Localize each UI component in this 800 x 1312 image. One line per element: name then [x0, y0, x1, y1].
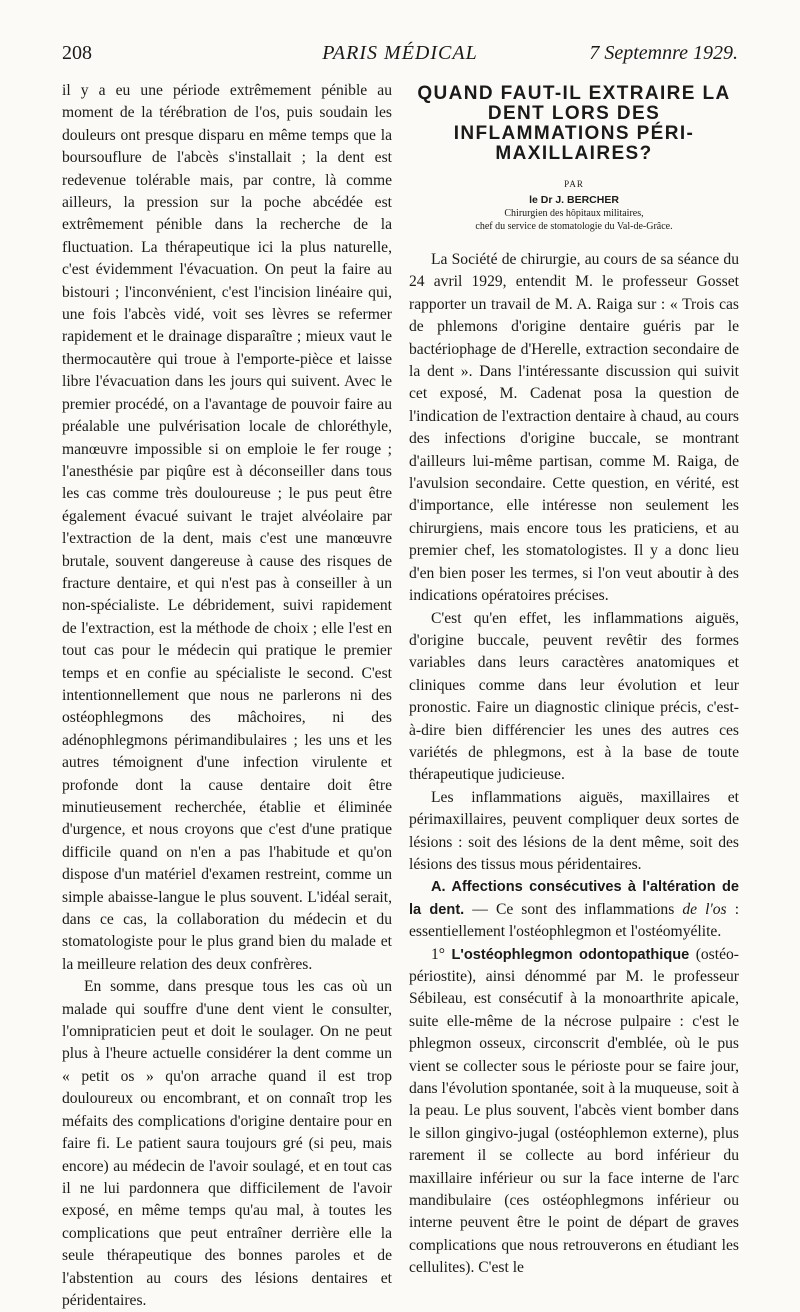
subsection-heading-osteophlegmon: L'ostéophlegmon odontopathique: [451, 946, 690, 963]
author-affiliation-1: Chirurgien des hôpitaux militaires,: [504, 208, 644, 219]
article-paragraph-3: Les inflammations aiguës, maxillaires et périmaxillaires, peuvent compliquer deux sortes de lésions : soit des lésions de la dent même, soit des lésions des tissus mous péridentaires.: [409, 788, 739, 873]
byline-par: PAR: [564, 179, 584, 189]
journal-title: PARIS MÉDICAL: [322, 42, 478, 64]
left-paragraph-2: En somme, dans presque tous les cas où un malade qui souffre d'une dent vient le consulter, l'omnipraticien peut et doit le soulager. On ne peut plus à l'heure actuelle considérer la dent comme un « petit os » qu'on arrache quand il est trop douloureux ou encombrant, et on connaît trop les méfaits des complications d'origine dentaire pour en faire fi. Le patient saura toujours gré (si peu, mais encore) au médecin de l'avoir soulagé, et en tout cas il ne lui pardonnera que difficilement de l'avoir exposé, en même temps qu'au mal, à toutes les complications que peut entraîner derrière elle la seule thérapeutique des bonnes paroles et de l'abstention au cours des lésions dentaires et péridentaires.: [62, 978, 392, 1309]
author-affiliation-2: chef du service de stomatologie du Val-de-Grâce.: [475, 221, 673, 232]
page-number: 208: [62, 42, 92, 64]
left-paragraph-1: il y a eu une période extrêmement pénible au moment de la térébration de l'os, puis soudain les douleurs ont presque disparu en même temps que la boursouflure de l'abcès s'installait ; la dent est redevenue tolérable mais, par contre, là comme ailleurs, la pression sur la poche abcédée est extrêmement pénible dans la recherche de la fluctuation. La thérapeutique ici la plus naturelle, c'est évidemment l'évacuation. On peut la faire au bistouri ; l'inconvénient, c'est l'incision linéaire qui, une fois l'abcès vidé, voit ses lèvres se refermer rapidement et le drainage disparaître ; mieux vaut le thermocautère qui troue à l'emporte-pièce et laisse libre l'évacuation dans les jours qui suivent. Avec le premier procédé, on a l'avantage de pouvoir faire au préalable une pulvérisation locale de chloréthyle, manœuvre impossible si on emploie le fer rouge ; l'anesthésie par piqûre est à déconseiller dans tous les cas comme très douloureuse ; le pus peut être également évacué suivant le trajet alvéolaire par l'extraction de la dent, mais c'est une manœuvre brutale, souvent dangereuse à cause des risques de fracture dentaire, et qui n'est pas à conseiller à un non-spécialiste. Le débridement, suivi rapidement de l'extraction, est la méthode de choix ; elle l'est en tout cas pour le médecin qui pratique le premier temps et en confie au spécialiste le second. C'est intentionnellement que nous ne parlerons ni des ostéophlegmons des mâchoires, ni des adénophlegmons périmandibulaires ; les uns et les autres témoignent d'une infection virulente et profonde dont la cause dentaire doit être minutieusement recherchée, établie et éliminée d'urgence, et nous croyons que c'est d'une pratique difficile quand on n'en a pas l'habitude et qu'on dispose d'un matériel d'examen restreint, comme un simple abaisse-langue le plus souvent. L'idéal serait, dans ce cas, la collaboration du médecin et du stomatologiste pour le plus grand bien du malade et la meilleure relation des deux confrères.: [62, 82, 392, 973]
article-title: QUAND FAUT-IL EXTRAIRE LA DENT LORS DES INFLAMMATIONS PÉRI-MAXILLAIRES?: [417, 83, 731, 164]
right-column: [409, 80, 739, 1280]
article-author: le Dr J. BERCHER: [529, 194, 619, 206]
article-paragraph-5: 1° L'ostéophlegmon odontopathique (ostéo-périostite), ainsi dénommé par M. le professeur Sébileau, est consécutif à la monoarthrite apicale, suite elle-même de la nécrose pulpaire : c'est le phlegmon osseux, circonscrit d'emblée, où le pus vient se collecter sous le périoste pour se faire jour, dans l'évolution spontanée, soit à la muqueuse, soit à la peau. Le plus souvent, l'abcès vient bomber dans le sillon gingivo-jugal (ostéophlemon externe), plus rarement il se collecte au bord inférieur du maxillaire inférieur ou sur la face interne de l'arc mandibulaire (ces ostéophlegmons inférieur ou interne peuvent être le point de départ de graves complications que nous retrouverons en étudiant les cellulites). C'est le: [409, 945, 739, 1277]
article-paragraph-2: C'est qu'en effet, les inflammations aiguës, d'origine buccale, peuvent revêtir des formes variables dans leurs caractères anatomiques et cliniques comme dans leur évolution et leur pronostic. Faire un diagnostic clinique précis, c'est-à-dire bien différencier les unes des autres ces variétés de phlegmons, est à la base de toute thérapeutique judicieuse.: [409, 609, 739, 784]
article-paragraph-4: A. Affections consécutives à l'altération de la dent. — Ce sont des inflammations de l'os : essentiellement l'ostéophlegmon et l'ostéomyélite.: [409, 879, 740, 941]
page-header: [62, 42, 738, 72]
left-column: [62, 80, 392, 1312]
article-paragraph-1: La Société de chirurgie, au cours de sa séance du 24 avril 1929, entendit M. le professeur Gosset rapporter un travail de M. A. Raiga sur : « Trois cas de phlemons d'origine dentaire guéris par le bactériophage de d'Herelle, extraction secondaire de la dent ». Dans l'intéressante discussion qui suivit cet exposé, M. Cadenat posa la question de l'indication de l'extraction dentaire à chaud, au cours des infections d'origine buccale, se montrant d'ailleurs lui-même partisan, comme M. Raiga, de l'avulsion secondaire. Cette question, en vérité, est d'importance, elle intéresse non seulement les chirurgiens, mais encore tous les praticiens, et au premier chef, les stomatologistes. Il y a donc lieu d'en bien poser les termes, si l'on veut aboutir à des indications opératoires précises.: [409, 251, 739, 605]
issue-date: 7 Septemnre 1929.: [589, 42, 738, 64]
section-heading-a: A. Affections consécutives à l'altération de la dent.: [409, 879, 739, 918]
